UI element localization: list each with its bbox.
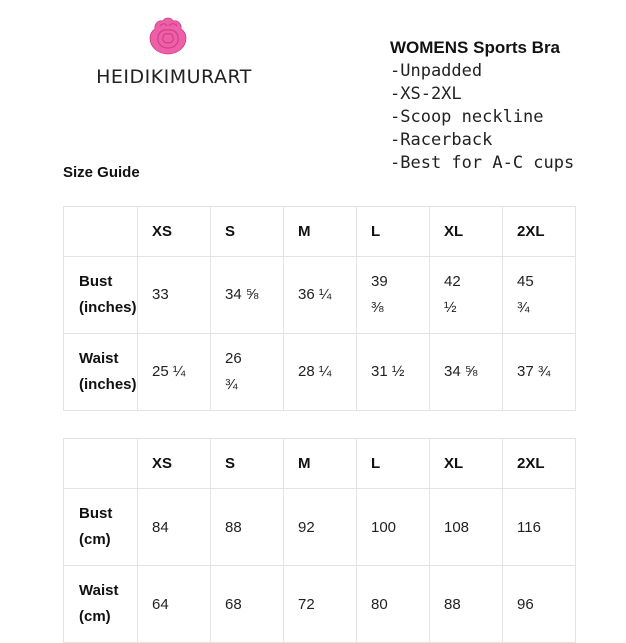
table-cell: 33 (138, 257, 211, 334)
table-cell: 37 ¾ (503, 334, 576, 411)
header-cell: S (211, 439, 284, 489)
table-cell: 34 ⅝ (430, 334, 503, 411)
header-cell: S (211, 207, 284, 257)
header-cell: XL (430, 439, 503, 489)
header-cell: XS (138, 439, 211, 489)
table-cell: 84 (138, 489, 211, 566)
row-label: Waist (inches) (64, 334, 138, 411)
feature-item: -Scoop neckline (390, 107, 544, 127)
header-cell: 2XL (503, 207, 576, 257)
header-cell: M (284, 439, 357, 489)
product-title: WOMENS Sports Bra (390, 38, 561, 57)
row-label: Waist (cm) (64, 566, 138, 643)
table-cell: 88 (430, 566, 503, 643)
header-cell: XL (430, 207, 503, 257)
table-cell: 100 (357, 489, 430, 566)
table-cell: 64 (138, 566, 211, 643)
table-cell: 26 ¾ (211, 334, 284, 411)
table-row (64, 257, 576, 334)
header-cell (64, 439, 138, 489)
flower-icon (146, 14, 190, 58)
table-row (64, 334, 576, 411)
table-row (64, 566, 576, 643)
table-cell: 108 (430, 489, 503, 566)
table-cell: 80 (357, 566, 430, 643)
size-table-inches (63, 206, 576, 411)
header-cell (64, 207, 138, 257)
table-cell: 42 ½ (430, 257, 503, 334)
header-cell: 2XL (503, 439, 576, 489)
table-cell: 36 ¼ (284, 257, 357, 334)
product-info (390, 38, 574, 175)
feature-item: -Racerback (390, 130, 493, 150)
table-cell: 96 (503, 566, 576, 643)
table-row (64, 489, 576, 566)
table-cell: 72 (284, 566, 357, 643)
table-cell: 25 ¼ (138, 334, 211, 411)
table-cell: 68 (211, 566, 284, 643)
table-cell: 88 (211, 489, 284, 566)
table-cell: 28 ¼ (284, 334, 357, 411)
table-header-row (64, 207, 576, 257)
table-cell: 34 ⅝ (211, 257, 284, 334)
header-cell: L (357, 207, 430, 257)
row-label: Bust (inches) (64, 257, 138, 334)
feature-item: -XS-2XL (390, 84, 462, 104)
feature-item: -Best for A-C cups (390, 153, 575, 173)
table-cell: 45 ¾ (503, 257, 576, 334)
table-cell: 116 (503, 489, 576, 566)
header-cell: XS (138, 207, 211, 257)
brand-name: HEIDIKIMURART (96, 66, 252, 88)
row-label: Bust (cm) (64, 489, 138, 566)
table-header-row (64, 439, 576, 489)
table-cell: 31 ½ (357, 334, 430, 411)
header-cell: M (284, 207, 357, 257)
table-cell: 92 (284, 489, 357, 566)
table-cell: 39 ⅜ (357, 257, 430, 334)
feature-item: -Unpadded (390, 61, 483, 81)
header-cell: L (357, 439, 430, 489)
size-guide-heading: Size Guide (63, 164, 140, 181)
size-table-cm (63, 438, 576, 643)
